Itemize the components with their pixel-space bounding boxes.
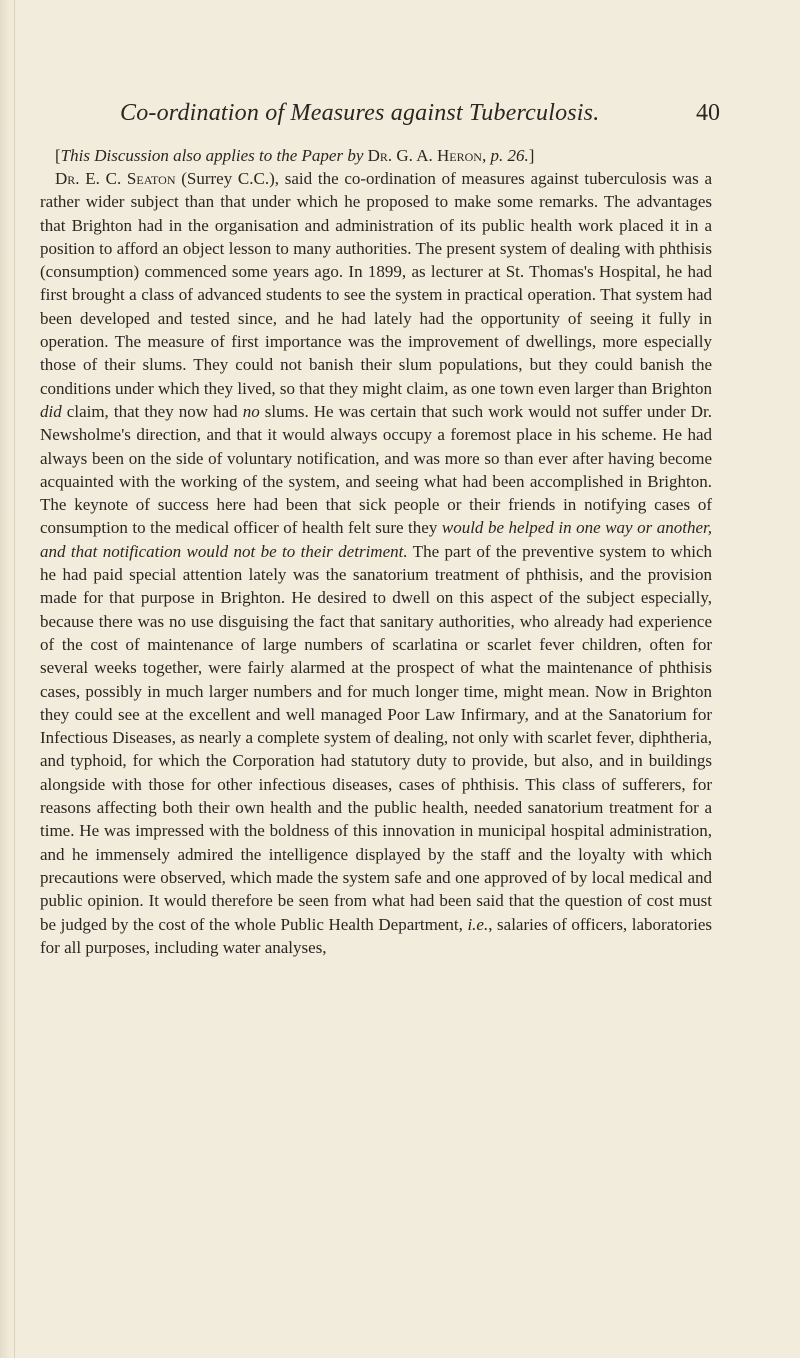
book-page <box>40 100 720 959</box>
text-segment-2: claim, that they now had <box>61 401 243 421</box>
note-author: Dr. G. A. Heron, <box>367 146 487 165</box>
emphasis-no: no <box>242 401 260 421</box>
note-page-ref: p. 26. <box>490 146 529 165</box>
page-number: 40 <box>696 100 720 126</box>
note-close-bracket: ] <box>528 146 535 165</box>
running-head <box>40 100 720 130</box>
emphasis-ie: i.e. <box>467 914 489 934</box>
emphasis-did: did <box>40 401 62 421</box>
text-segment-4: The part of the preventive system to which he had paid special attention lately was the sanatorium treatment of phthisis, and the provision made for that purpose in Brighton. He desired to dwell on this aspect of the subject especially, because there was no use disguising the fact that sanitary authorities, who already had experience of the cost of maintenance of large numbers of scarlatina or scarlet fever children, often for several weeks together, were fairly alarmed at the prospect of what the maintenance of phthisis cases, possibly in much larger numbers and for much longer time, might mean. Now in Brighton they could see at the excellent and well managed Poor Law Infirmary, and at the Sanatorium for Infectious Diseases, as nearly a complete system of dealing, not only with scarlet fever, diphtheria, and typhoid, for which the Corporation had statutory duty to provide, but also, and in buildings alongside with those for other infectious diseases, cases of phthisis. This class of sufferers, for reasons affecting both their own health and the public health, needed sanatorium treatment for a time. He was impressed with the boldness of this innovation in municipal hospital administration, and he immensely admired the intelligence displayed by the staff and the loyalty with which precautions were observed, which made the system safe and one approved of by local medical and public opinion. It would therefore be seen from what had been said that the question of cost must be judged by the cost of the whole Public Health Department, <box>40 541 712 934</box>
running-title: Co-ordination of Measures against Tuberculosis. <box>120 100 600 126</box>
editorial-note <box>55 144 712 167</box>
note-text: This Discussion also applies to the Paper by <box>60 146 364 165</box>
emphasis-helped: would be helped in one way or another, and that notification would not be to their detriment. <box>40 518 712 561</box>
discussion-paragraph <box>40 167 712 959</box>
page-edge <box>0 0 14 1358</box>
page-gutter-shadow <box>14 0 15 1358</box>
note-open-bracket: [ <box>55 146 61 165</box>
text-segment-5: , salaries of officers, laboratories for all purposes, including water analyses, <box>40 914 712 957</box>
text-segment-3: slums. He was certain that such work would not suffer under Dr. Newsholme's direction, and that it would always occupy a foremost place in his scheme. He had always been on the side of voluntary notification, and was more so than ever after having become acquainted with the working of the system, and seeing what had been accomplished in Brighton. The keynote of success here had been that sick people or their friends in notifying cases of consumption to the medical officer of health felt sure they <box>40 401 712 538</box>
speaker-name: Dr. E. C. Seaton <box>55 169 176 188</box>
text-segment-1: (Surrey C.C.), said the co-ordination of measures against tuberculosis was a rather wider subject than that under which he proposed to make some remarks. The advantages that Brighton had in the organisation and administration of its public health work placed it in a position to afford an object lesson to many authorities. The present system of dealing with phthisis (consumption) commenced some years ago. In 1899, as lecturer at St. Thomas's Hospital, he had first brought a class of advanced students to see the system in practical operation. That system had been developed and tested since, and he had lately had the opportunity of seeing it fully in operation. The measure of first importance was the improvement of dwellings, more especially those of their slums. They could not banish their slum populations, but they could banish the conditions under which they lived, so that they might claim, as one town even larger than Brighton <box>40 169 712 398</box>
